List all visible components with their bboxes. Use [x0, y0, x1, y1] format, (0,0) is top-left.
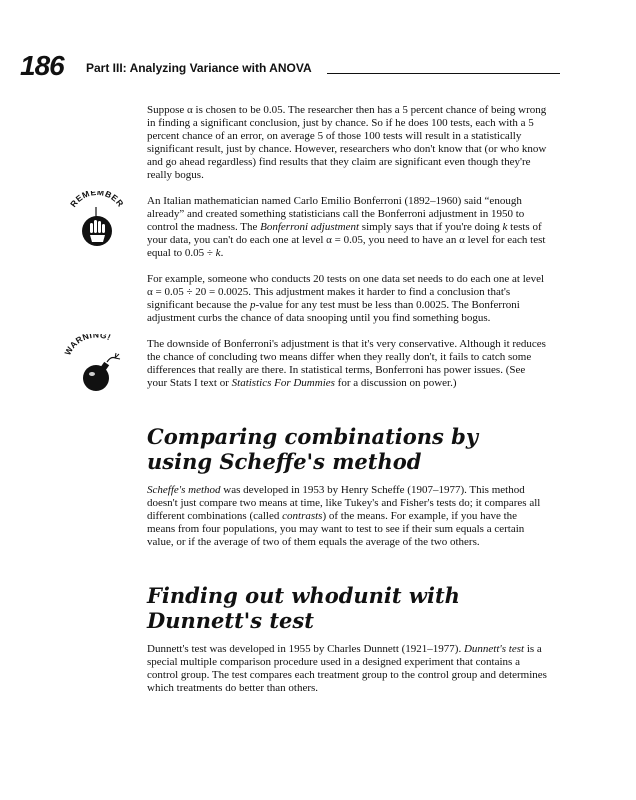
paragraph-scheffe	[147, 484, 547, 549]
paragraph-alpha-chance	[147, 104, 547, 182]
paragraph-text: The downside of Bonferroni's adjustment is that it's very conservative. Although it reduces the chance of concluding two means differ when they really don't, it fails to catch some differences that really are there. In statistical terms, Bonferroni has power issues. (See your Stats I text or Statistics For Dummies for a discussion on power.)	[147, 338, 546, 389]
heading-scheffe: Comparing combinations by using Scheffe's method	[147, 424, 479, 474]
paragraph-text: An Italian mathematician named Carlo Emilio Bonferroni (1892–1960) said “enough already” and created something statisticians call the Bonferroni adjustment in 1950 to control the madness. The Bonferroni adjustment simply says that if you're doing k tests of your data, you can't do each one at level α = 0.05, you need to have an α level for each test equal to 0.05 ÷ k.	[147, 195, 546, 259]
page-header	[20, 50, 560, 82]
page-number: 186	[20, 50, 64, 81]
remember-icon	[61, 191, 131, 255]
paragraph-text: Suppose α is chosen to be 0.05. The researcher then has a 5 percent chance of being wrong in finding a significant conclusion, just by chance. So if he does 100 tests, each with a 5 percent chance of an error, on average 5 of those 100 tests will result in a statistically significant result, just by chance. However, researchers who don't know that (or who know and go ahead regardless) find results that they claim are significant even though they're really bogus.	[147, 104, 547, 181]
heading-dunnett: Finding out whodunit with Dunnett's test	[147, 583, 460, 633]
svg-text:WARNING!	[62, 334, 112, 357]
paragraph-text: Dunnett's test was developed in 1955 by Charles Dunnett (1921–1977). Dunnett's test is a special multiple comparison procedure used in a designed experiment that contains a control group. The test compares each treatment group to the control group and determines which treatments do better than others.	[147, 643, 547, 694]
warning-icon-label: WARNING!	[62, 334, 113, 357]
svg-text:REMEMBER	[68, 191, 126, 209]
part-title: Part III: Analyzing Variance with ANOVA	[86, 61, 312, 75]
paragraph-text: Scheffe's method was developed in 1953 by Henry Scheffe (1907–1977). This method doesn't just compare two means at time, like Tukey's and Fisher's tests do; it compares all different combinations (called contrasts) of the means. For example, if you have the means from four populations, you may want to test to see if their sum equals a certain value, or if the average of two of them equals the average of the two others.	[147, 484, 541, 548]
remember-icon-label: REMEMBER	[68, 191, 126, 209]
header-rule	[327, 73, 560, 74]
paragraph-dunnett	[147, 643, 547, 695]
warning-bomb-icon	[61, 334, 131, 398]
paragraph-text: For example, someone who conducts 20 tests on one data set needs to do each one at level α = 0.05 ÷ 20 = 0.0025. This adjustment makes it harder to find a conclusion that's significant because the p-value for any test must be less than 0.0025. The Bonferroni adjustment curbs the chance of data snooping until you find something bogus.	[147, 273, 545, 324]
page-body	[62, 104, 547, 708]
paragraph-bonferroni-example	[147, 273, 547, 325]
paragraph-bonferroni-downside	[62, 334, 547, 390]
paragraph-bonferroni-adjustment	[68, 191, 547, 260]
